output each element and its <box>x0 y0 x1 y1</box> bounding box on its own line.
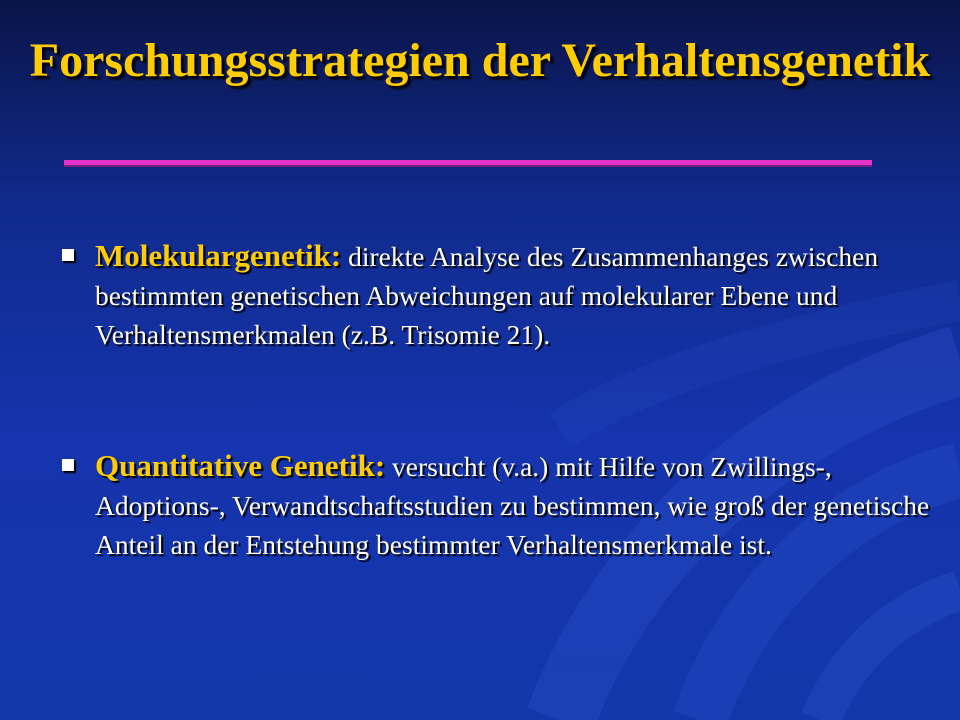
slide-title: Forschungsstrategien der Verhaltensgenetik <box>29 34 931 87</box>
bullet-term: Molekulargenetik: <box>95 238 342 273</box>
title-divider <box>64 160 872 165</box>
bullet-description: versucht (v.a.) mit Hilfe von Zwillings-, Adoptions-, Verwandtschaftsstudien zu bestimmen, wie groß der genetische Anteil an der Entstehung bestimmter Verhaltensmerkmale ist. <box>95 451 930 560</box>
bullet-text <box>95 446 932 564</box>
square-bullet-icon <box>62 249 74 261</box>
bullet-text <box>95 236 932 354</box>
bullet-item-molekulargenetik <box>62 236 932 354</box>
bullet-item-quantitative-genetik <box>62 446 932 564</box>
bullet-description: direkte Analyse des Zusammenhanges zwischen bestimmten genetischen Abweichungen auf molekularer Ebene und Verhaltensmerkmalen (z.B. Trisomie 21). <box>95 241 879 350</box>
bullet-term: Quantitative Genetik: <box>95 448 386 483</box>
square-bullet-icon <box>62 459 74 471</box>
